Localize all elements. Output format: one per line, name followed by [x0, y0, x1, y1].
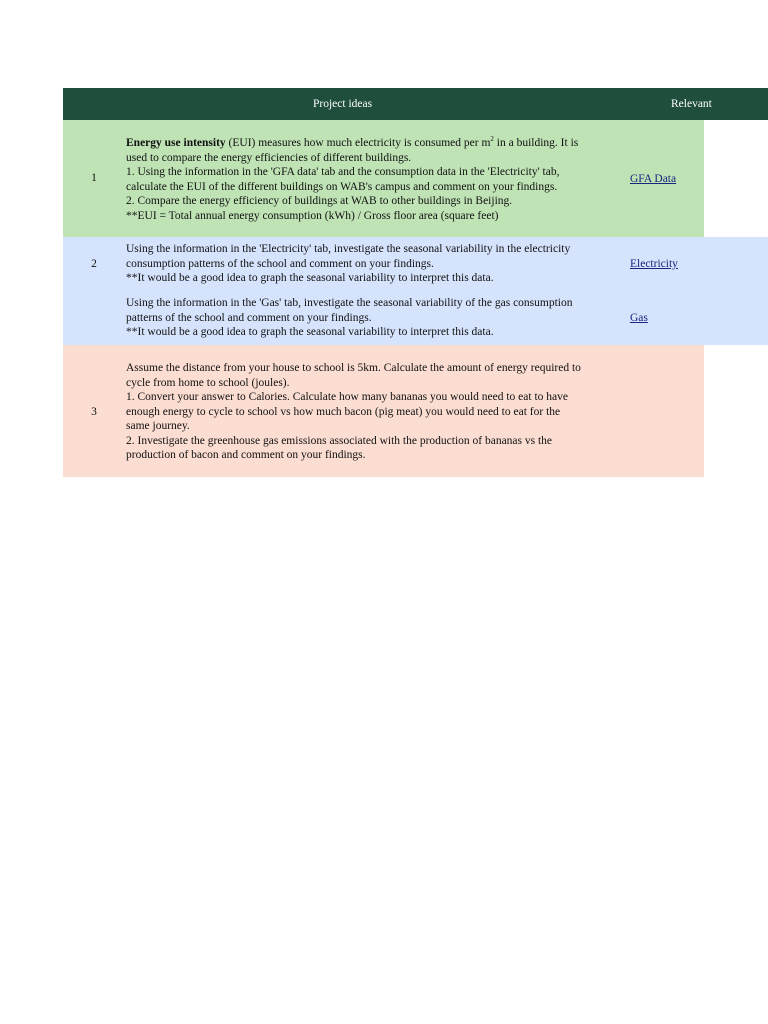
description-line: 1. Convert your answer to Calories. Calculate how many bananas you would need to eat to have: [126, 391, 568, 403]
row-number: 1: [91, 172, 97, 184]
row-description-gas: [126, 296, 626, 340]
description-line: Using the information in the 'Electricity' tab, investigate the seasonal variability in the electricity: [126, 243, 571, 255]
link-gfa-data[interactable]: GFA Data: [630, 173, 677, 185]
description-line: used to compare the energy efficiencies of different buildings.: [126, 151, 412, 164]
superscript: 2: [490, 135, 494, 144]
row-description: [126, 136, 626, 223]
table-row-1: [63, 120, 704, 237]
description-line: 2. Investigate the greenhouse gas emissions associated with the production of bananas vs the: [126, 434, 553, 447]
row-number: 2: [91, 258, 97, 270]
row-description-electricity: [126, 242, 626, 286]
description-line: [126, 136, 626, 151]
description-line: 1. Using the information in the 'GFA data' tab and the consumption data in the 'Electricity' tab,: [126, 166, 560, 178]
description-line: **It would be a good idea to graph the seasonal variability to interpret this data.: [126, 272, 494, 284]
description-line: cycle from home to school (joules).: [126, 376, 290, 389]
description-line: same journey.: [126, 420, 190, 432]
table-header: [63, 88, 768, 120]
row-description: [126, 361, 626, 463]
header-project-ideas: Project ideas: [313, 98, 373, 110]
description-line: production of bacon and comment on your findings.: [126, 449, 366, 461]
text-span: in a building. It is: [493, 137, 579, 149]
table-row-2: [63, 237, 768, 345]
table-row-3: [63, 345, 704, 477]
row-number: 3: [91, 406, 97, 418]
description-line: consumption patterns of the school and comment on your findings.: [126, 257, 434, 270]
description-line: Assume the distance from your house to school is 5km. Calculate the amount of energy required to: [126, 362, 581, 374]
description-line: Using the information in the 'Gas' tab, investigate the seasonal variability of the gas consumption: [126, 297, 573, 309]
header-relevant: Relevant: [671, 98, 712, 110]
bold-term: Energy use intensity: [126, 137, 226, 149]
description-line: patterns of the school and comment on your findings.: [126, 311, 372, 324]
link-gas[interactable]: Gas: [630, 312, 648, 324]
description-line: **It would be a good idea to graph the seasonal variability to interpret this data.: [126, 326, 494, 338]
text-span: (EUI) measures how much electricity is consumed per m: [225, 137, 491, 149]
link-electricity[interactable]: Electricity: [630, 258, 678, 270]
description-line: calculate the EUI of the different buildings on WAB's campus and comment on your findings.: [126, 180, 558, 193]
description-line: 2. Compare the energy efficiency of buildings at WAB to other buildings in Beijing.: [126, 195, 513, 207]
description-line: **EUI = Total annual energy consumption (kWh) / Gross floor area (square feet): [126, 209, 499, 222]
description-line: enough energy to cycle to school vs how much bacon (pig meat) you would need to eat for the: [126, 405, 561, 418]
